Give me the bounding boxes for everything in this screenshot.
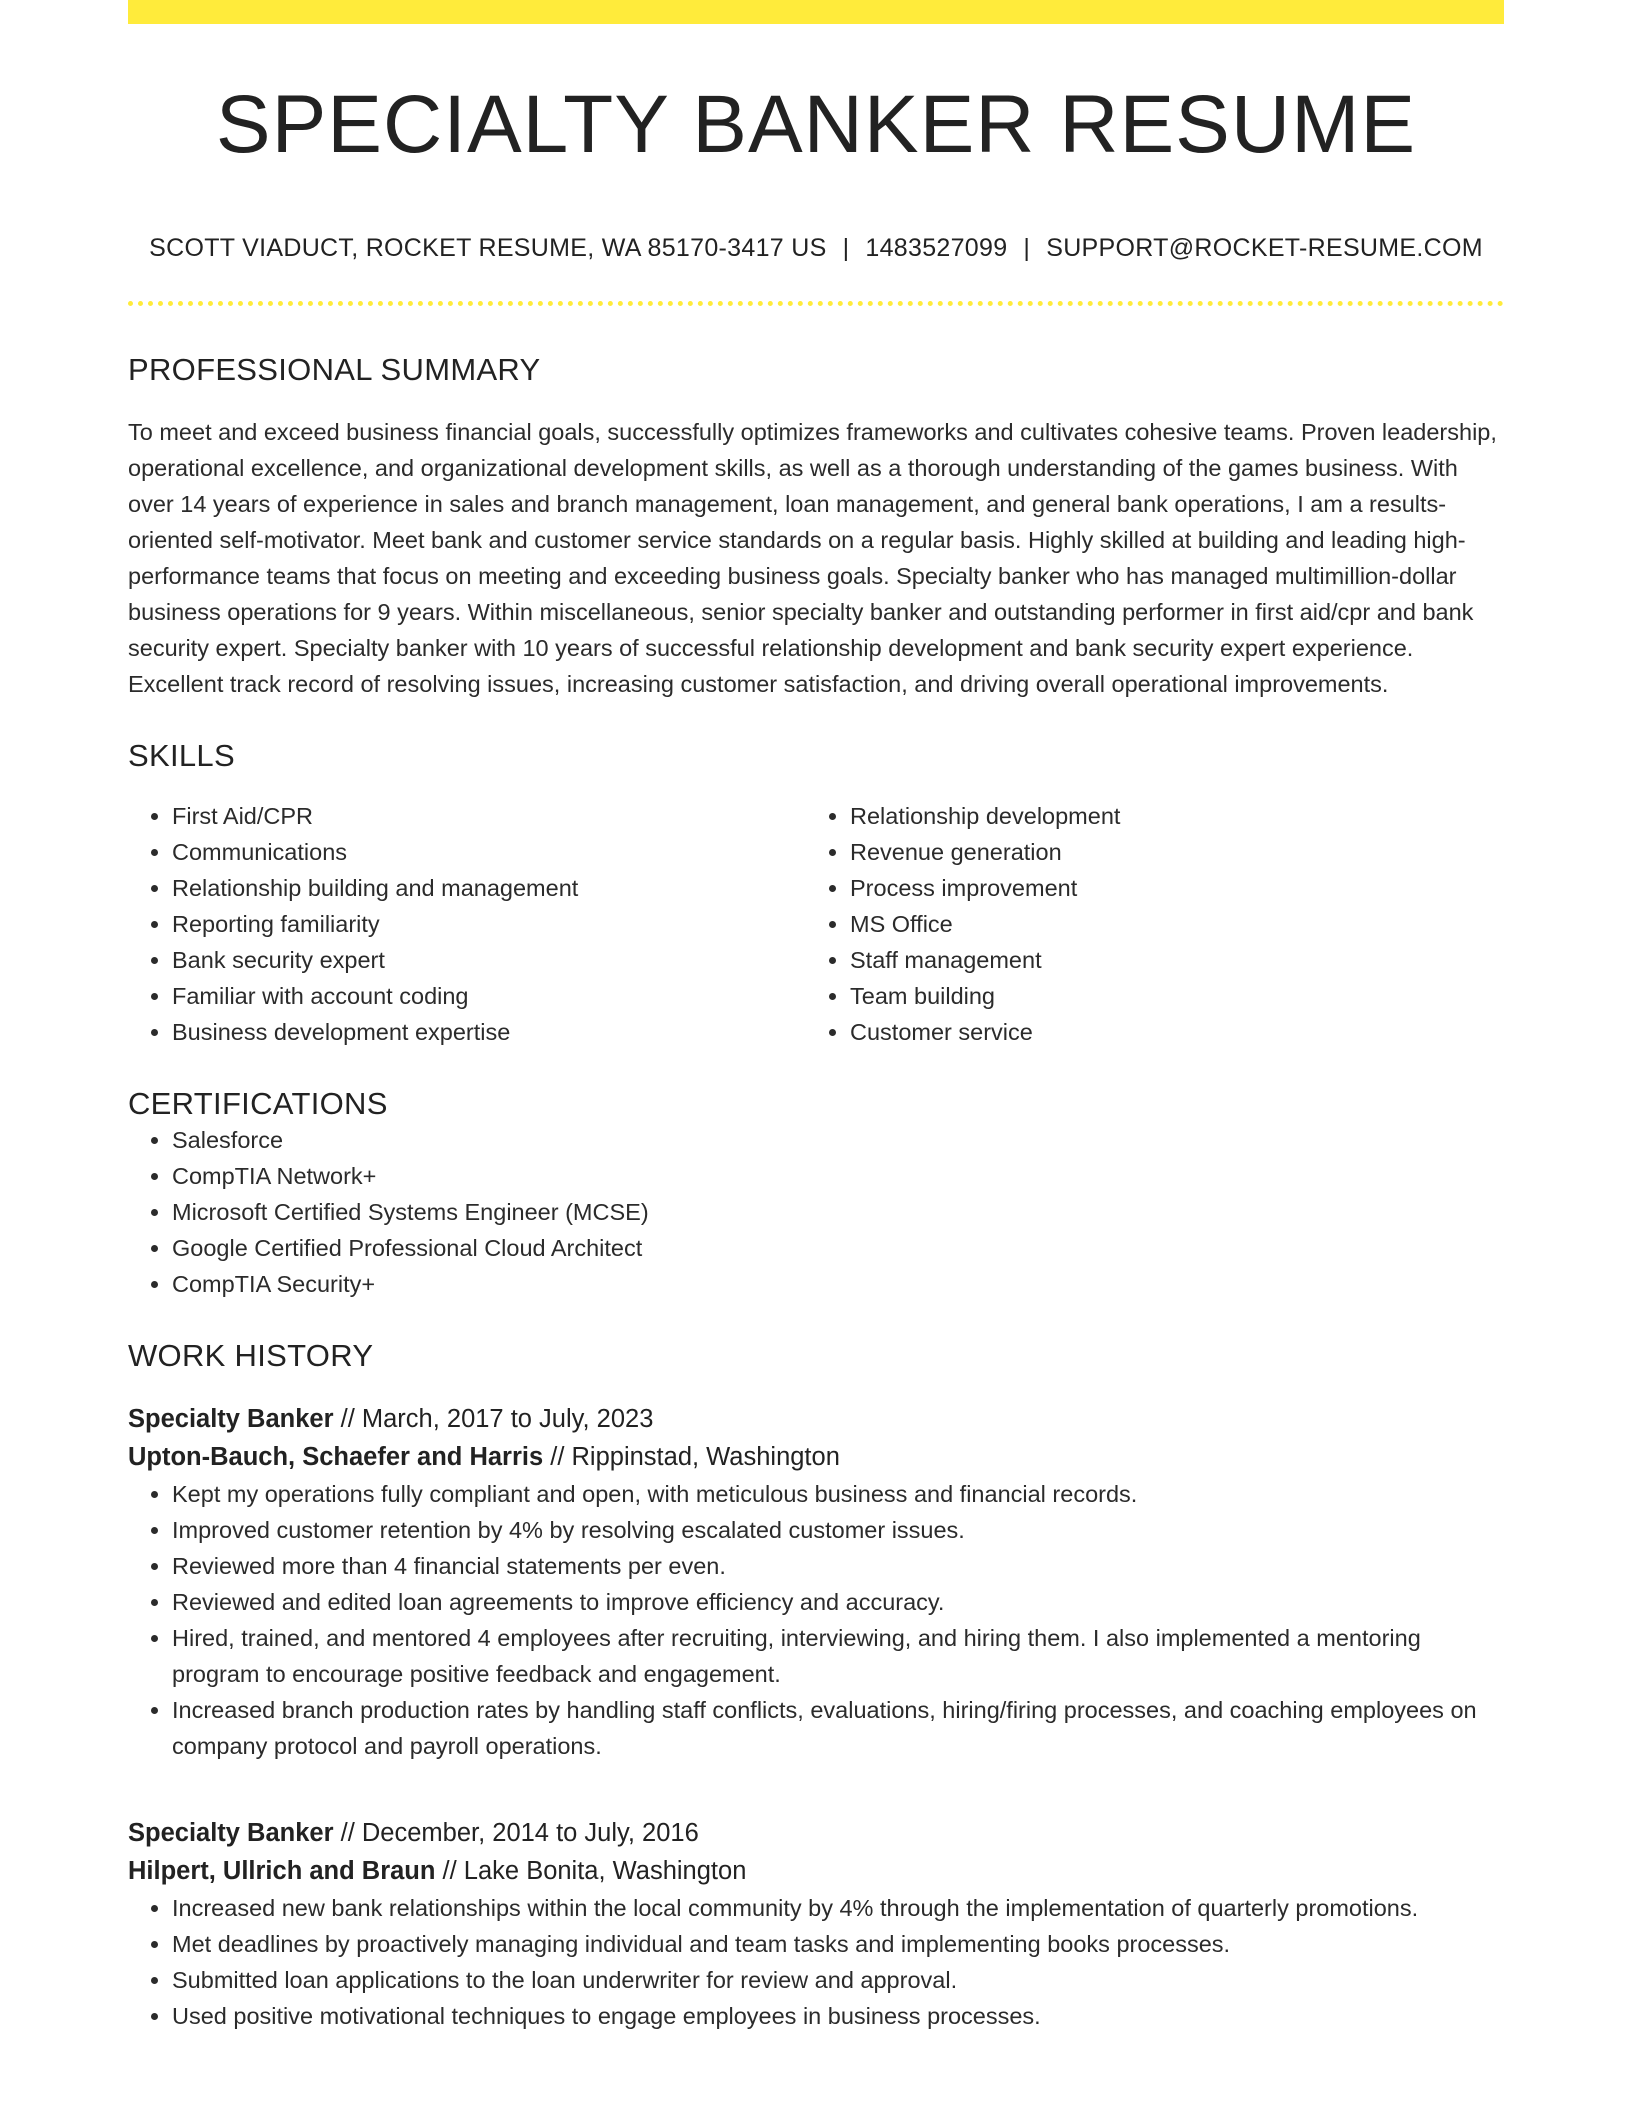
skill-item: • Customer service: [850, 1014, 1484, 1050]
contact-phone: 1483527099: [865, 234, 1008, 262]
job-location: // Rippinstad, Washington: [543, 1443, 840, 1471]
certification-item: • Salesforce: [172, 1122, 1504, 1158]
job-bullet: • Used positive motivational techniques to engage employees in business processes.: [172, 1998, 1504, 2034]
job-company: Upton-Bauch, Schaefer and Harris: [128, 1443, 544, 1471]
job-bullet: • Increased new bank relationships within the local community by 4% through the implementation of quarterly promotions.: [172, 1890, 1504, 1926]
skill-item: • Business development expertise: [172, 1014, 806, 1050]
contact-address: SCOTT VIADUCT, ROCKET RESUME, WA 85170-3417 US: [149, 234, 827, 262]
contact-separator: |: [842, 234, 850, 262]
job-dates: // December, 2014 to July, 2016: [333, 1819, 699, 1847]
job-location: // Lake Bonita, Washington: [435, 1857, 747, 1885]
certifications-heading: CERTIFICATIONS: [128, 1086, 388, 1121]
skill-item: • Relationship development: [850, 798, 1484, 834]
summary-text: To meet and exceed business financial goals, successfully optimizes frameworks and cultivates cohesive teams. Proven leadership, operational excellence, and organizational development skills, as well as a thorough understanding of the games business. With over 14 years of experience in sales and branch management, loan management, and general bank operations, I am a results-oriented self-motivator. Meet bank and customer service standards on a regular basis. Highly skilled at building and leading high-performance teams that focus on meeting and exceeding business goals. Specialty banker who has managed multimillion-dollar business operations for 9 years. Within miscellaneous, senior specialty banker and outstanding performer in first aid/cpr and bank security expert. Specialty banker with 10 years of successful relationship development and bank security expert experience. Excellent track record of resolving issues, increasing customer satisfaction, and driving overall operational improvements.: [128, 419, 1497, 697]
work-history-heading: WORK HISTORY: [128, 1338, 374, 1373]
skills-list-left: [128, 798, 806, 1050]
contact-line: [128, 234, 1504, 263]
resume-title: SPECIALTY BANKER RESUME: [215, 79, 1417, 170]
skill-item: • First Aid/CPR: [172, 798, 806, 834]
job-title: Specialty Banker: [128, 1819, 334, 1847]
skills-column-right: [806, 798, 1484, 1050]
job-bullet: • Met deadlines by proactively managing individual and team tasks and implementing books processes.: [172, 1926, 1504, 1962]
job-entry: [128, 1400, 1504, 1764]
job-title-line: [128, 1814, 1504, 1852]
job-company-line: [128, 1438, 1504, 1476]
job-entry: [128, 1814, 1504, 2034]
skills-column-left: [128, 798, 806, 1050]
certification-item: • Google Certified Professional Cloud Architect: [172, 1230, 1504, 1266]
certification-item: • CompTIA Security+: [172, 1266, 1504, 1302]
skill-item: • Relationship building and management: [172, 870, 806, 906]
job-title: Specialty Banker: [128, 1405, 334, 1433]
skills-list-right: [806, 798, 1484, 1050]
job-bullet: • Reviewed more than 4 financial statements per even.: [172, 1548, 1504, 1584]
contact-email: SUPPORT@ROCKET-RESUME.COM: [1046, 234, 1483, 262]
job-title-line: [128, 1400, 1504, 1438]
certifications-list: [128, 1122, 1504, 1302]
skill-item: • Process improvement: [850, 870, 1484, 906]
skill-item: • Bank security expert: [172, 942, 806, 978]
job-bullet: • Increased branch production rates by handling staff conflicts, evaluations, hiring/firing processes, and coaching employees on company protocol and payroll operations.: [172, 1692, 1504, 1764]
job-bullet-list: [128, 1890, 1504, 2034]
skill-item: • MS Office: [850, 906, 1484, 942]
job-dates: // March, 2017 to July, 2023: [333, 1405, 654, 1433]
work-history-list: [128, 1400, 1504, 2034]
certification-item: • CompTIA Network+: [172, 1158, 1504, 1194]
skill-item: • Staff management: [850, 942, 1484, 978]
job-bullet: • Reviewed and edited loan agreements to improve efficiency and accuracy.: [172, 1584, 1504, 1620]
certification-item: • Microsoft Certified Systems Engineer (MCSE): [172, 1194, 1504, 1230]
resume-page: [128, 0, 1504, 2034]
skill-item: • Communications: [172, 834, 806, 870]
summary-heading: PROFESSIONAL SUMMARY: [128, 352, 541, 387]
skill-item: • Familiar with account coding: [172, 978, 806, 1014]
job-bullet: • Hired, trained, and mentored 4 employees after recruiting, interviewing, and hiring them. I also implemented a mentoring program to encourage positive feedback and engagement.: [172, 1620, 1504, 1692]
skill-item: • Team building: [850, 978, 1484, 1014]
job-bullet: • Submitted loan applications to the loan underwriter for review and approval.: [172, 1962, 1504, 1998]
skills-heading: SKILLS: [128, 738, 235, 773]
accent-top-bar: [128, 0, 1504, 24]
skill-item: • Revenue generation: [850, 834, 1484, 870]
skill-item: • Reporting familiarity: [172, 906, 806, 942]
job-company-line: [128, 1852, 1504, 1890]
job-bullet: • Kept my operations fully compliant and open, with meticulous business and financial records.: [172, 1476, 1504, 1512]
skills-columns: [128, 798, 1504, 1050]
dotted-divider: [128, 301, 1504, 306]
contact-separator: |: [1023, 234, 1031, 262]
job-bullet-list: [128, 1476, 1504, 1764]
job-company: Hilpert, Ullrich and Braun: [128, 1857, 436, 1885]
job-bullet: • Improved customer retention by 4% by resolving escalated customer issues.: [172, 1512, 1504, 1548]
